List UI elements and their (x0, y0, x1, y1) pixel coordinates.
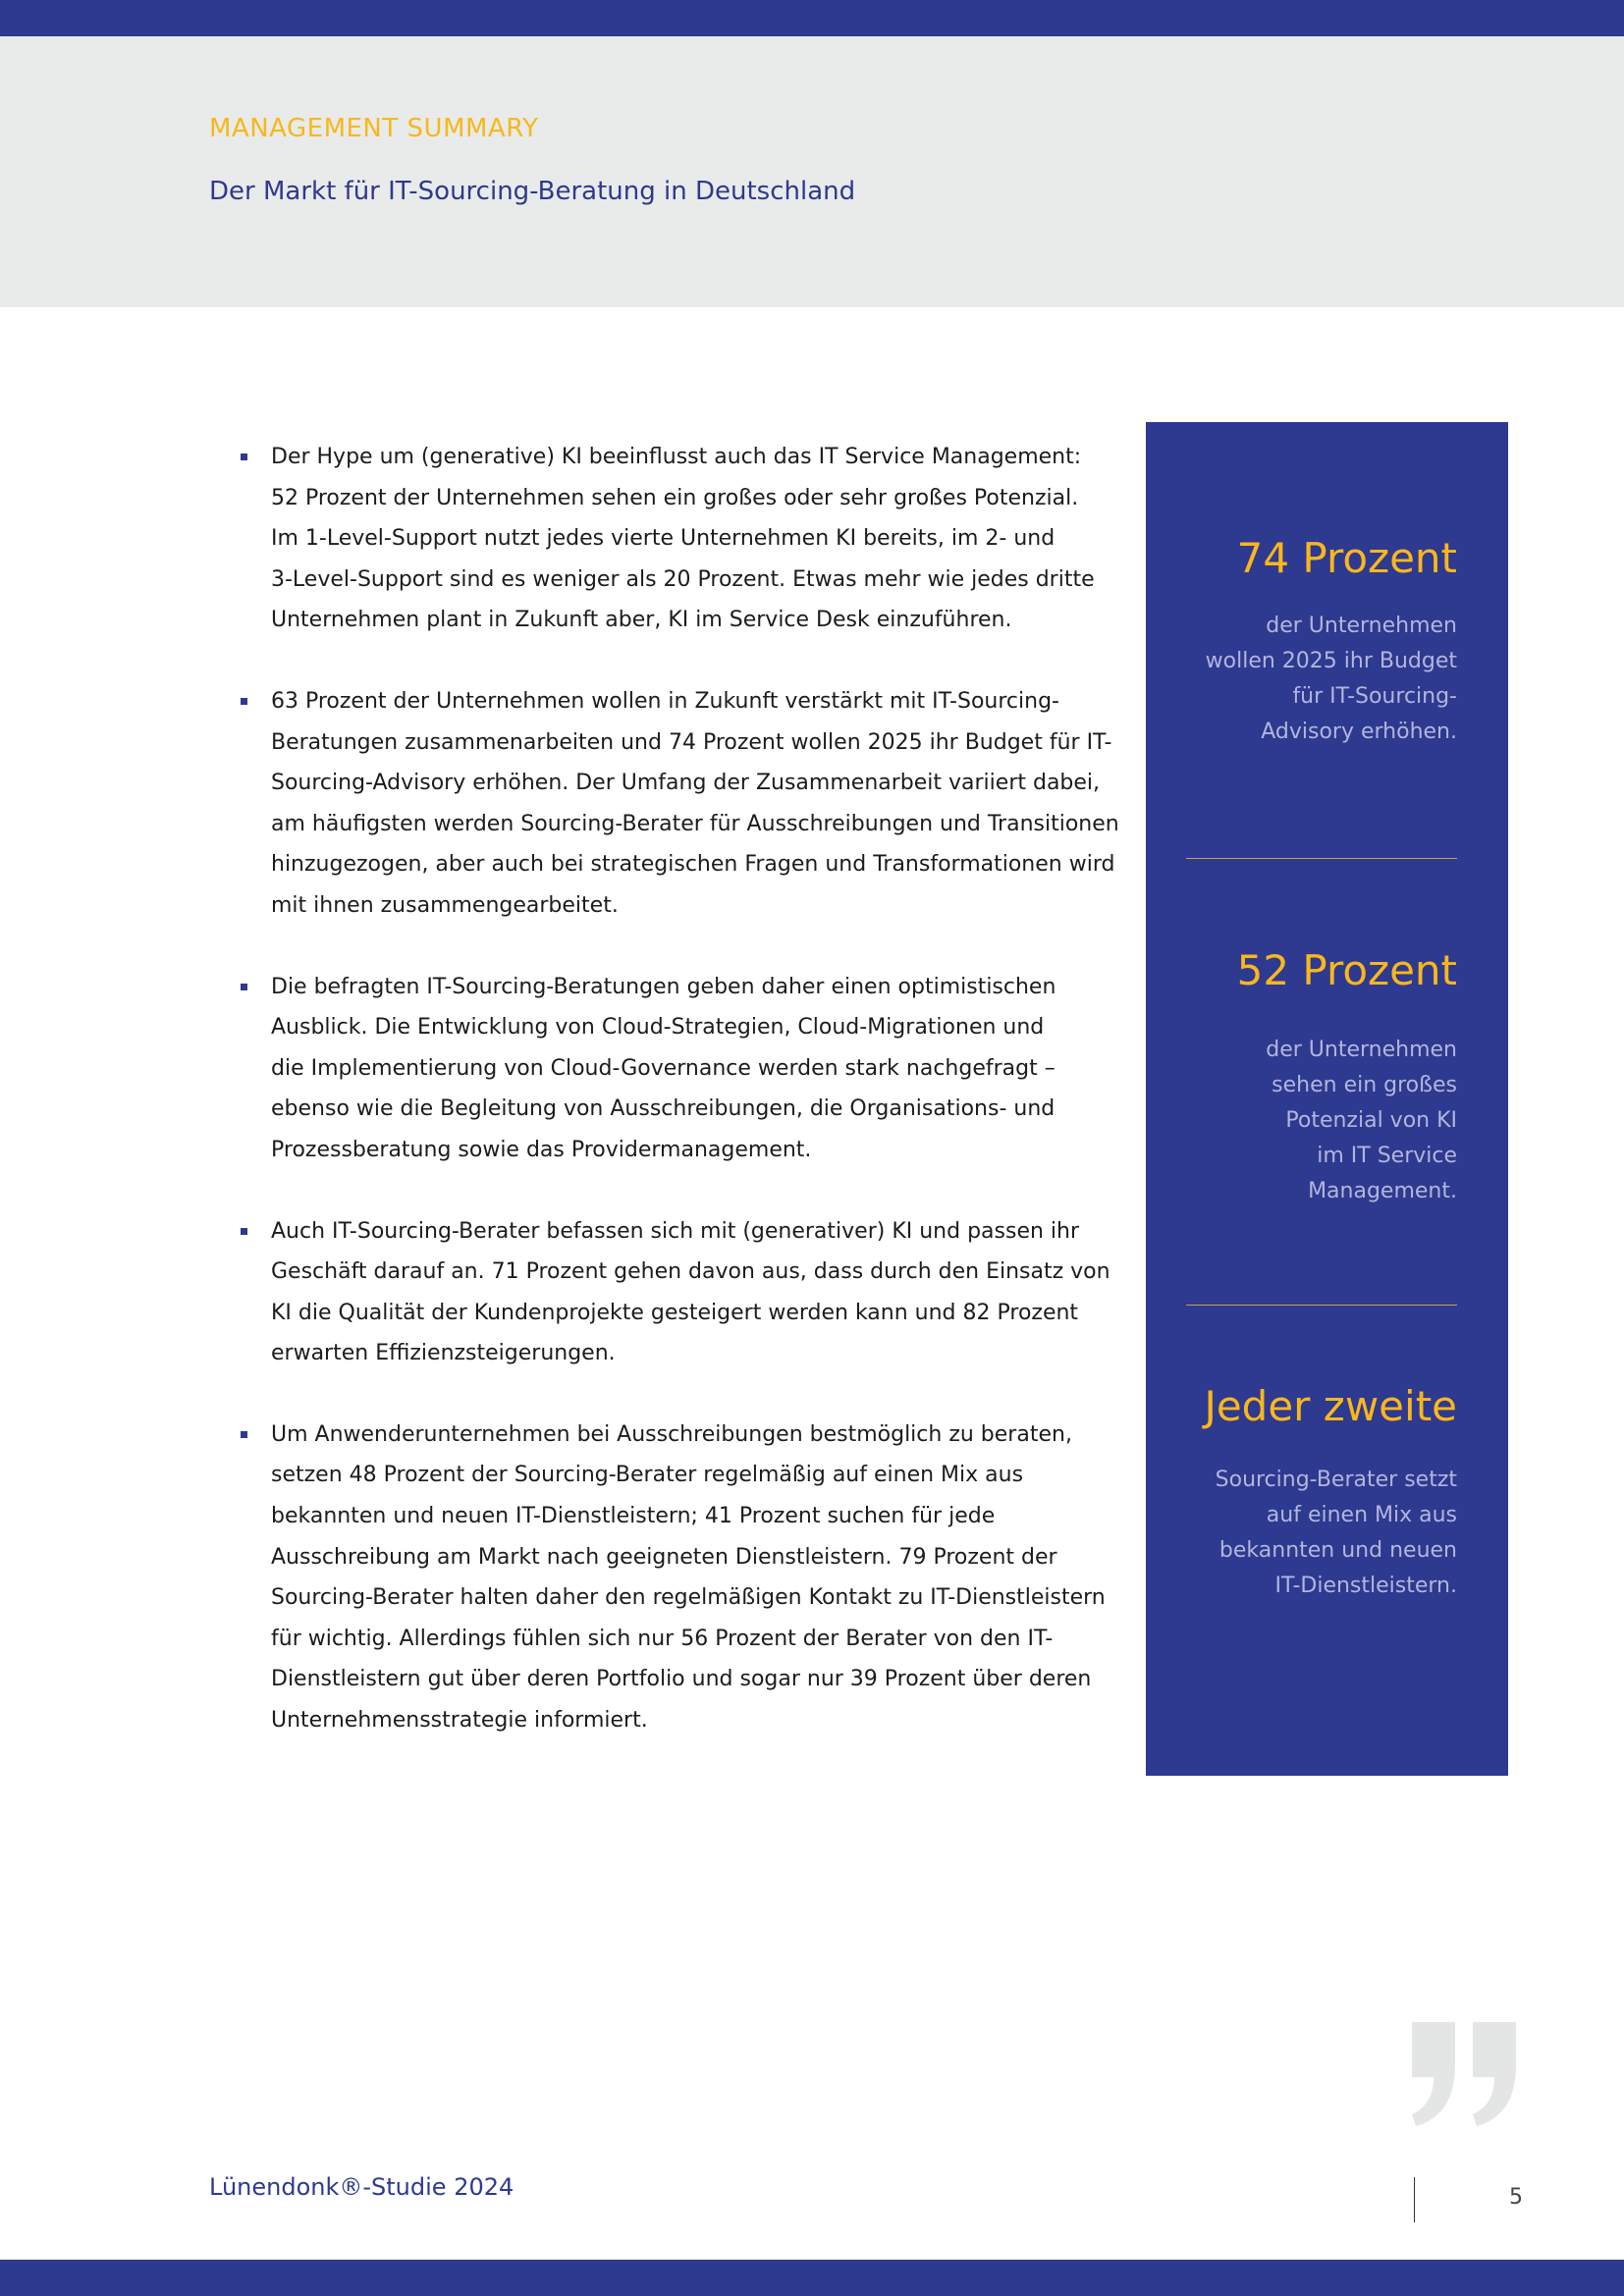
stat-divider (1186, 1305, 1457, 1306)
stat-value-budget: 74 Prozent (1236, 534, 1457, 582)
bullet-line: 52 Prozent der Unternehmen sehen ein großes oder sehr großes Potenzial. (271, 485, 1079, 510)
summary-bullet-1 (239, 437, 1103, 641)
bullet-line: Dienstleistern gut über deren Portfolio und sogar nur 39 Prozent über deren (271, 1667, 1092, 1692)
stat-value-ki-potential: 52 Prozent (1236, 946, 1457, 994)
summary-bullet-2 (239, 681, 1119, 927)
stat-line: Management. (1308, 1179, 1457, 1203)
stat-line: der Unternehmen (1266, 614, 1457, 638)
bullet-line: Sourcing-Berater halten daher den regelmäßigen Kontakt zu IT-Dienstleistern (271, 1585, 1106, 1611)
page-title: Der Markt für IT-Sourcing-Beratung in Deutschland (209, 177, 856, 206)
page-header (0, 36, 1624, 307)
bullet-line: Unternehmensstrategie informiert. (271, 1708, 648, 1734)
square-bullet-icon (241, 1228, 247, 1235)
footer-divider (1414, 2177, 1415, 2222)
bottom-accent-bar (0, 2260, 1624, 2296)
stat-line: bekannten und neuen (1218, 1538, 1457, 1563)
top-accent-bar (0, 0, 1624, 36)
summary-bullet-3 (239, 967, 1103, 1171)
key-figures-sidebar (1146, 422, 1508, 1776)
square-bullet-icon (241, 1431, 247, 1438)
bullet-line: Unternehmen plant in Zukunft aber, KI im Service Desk einzuführen. (271, 608, 1012, 633)
stat-line: für IT-Sourcing- (1292, 684, 1457, 709)
closing-quote-icon (1410, 2020, 1524, 2128)
bullet-line: Ausblick. Die Entwicklung von Cloud-Strategien, Cloud-Migrationen und (271, 1015, 1045, 1041)
bullet-line: ebenso wie die Begleitung von Ausschreibungen, die Organisations- und (271, 1096, 1056, 1122)
stat-line: IT-Dienstleistern. (1274, 1574, 1457, 1598)
bullet-line: Beratungen zusammenarbeiten und 74 Prozent wollen 2025 ihr Budget für IT- (271, 729, 1112, 755)
stat-line: auf einen Mix aus (1266, 1503, 1457, 1527)
bullet-line: Ausschreibung am Markt nach geeigneten Dienstleistern. 79 Prozent der (271, 1544, 1057, 1570)
page-number: 5 (1509, 2185, 1523, 2210)
stat-line: Advisory erhöhen. (1261, 720, 1457, 744)
bullet-line: Prozessberatung sowie das Providermanagement. (271, 1137, 812, 1162)
stat-line: sehen ein großes (1272, 1073, 1457, 1097)
bullet-line: am häufigsten werden Sourcing-Berater für Ausschreibungen und Transitionen (271, 811, 1119, 836)
bullet-line: KI die Qualität der Kundenprojekte gesteigert werden kann und 82 Prozent (271, 1300, 1079, 1325)
bullet-line: Die befragten IT-Sourcing-Beratungen geben daher einen optimistischen (271, 974, 1056, 999)
square-bullet-icon (241, 454, 247, 460)
square-bullet-icon (241, 698, 247, 705)
footer-brand: Lünendonk®-Studie 2024 (209, 2173, 514, 2201)
square-bullet-icon (241, 984, 247, 990)
bullet-line: Sourcing-Advisory erhöhen. Der Umfang der Zusammenarbeit variiert dabei, (271, 771, 1101, 796)
stat-line: Sourcing-Berater setzt (1215, 1468, 1457, 1492)
bullet-line: bekannten und neuen IT-Dienstleistern; 41 Prozent suchen für jede (271, 1504, 996, 1529)
stat-value-mix: Jeder zweite (1204, 1382, 1457, 1430)
stat-description-budget (1206, 609, 1457, 750)
stat-divider (1186, 858, 1457, 859)
stat-line: der Unternehmen (1266, 1038, 1457, 1062)
bullet-line: hinzugezogen, aber auch bei strategischen Fragen und Transformationen wird (271, 852, 1115, 878)
bullet-line: Der Hype um (generative) KI beeinflusst auch das IT Service Management: (271, 445, 1082, 469)
stat-line: Potenzial von KI (1285, 1108, 1457, 1133)
summary-bullet-5 (239, 1415, 1106, 1741)
section-label: MANAGEMENT SUMMARY (209, 114, 539, 143)
stat-line: im IT Service (1317, 1144, 1457, 1168)
summary-bullet-4 (239, 1211, 1110, 1374)
stat-description-mix (1216, 1463, 1457, 1604)
bullet-line: mit ihnen zusammengearbeitet. (271, 892, 619, 918)
bullet-line: Auch IT-Sourcing-Berater befassen sich mit (generativer) KI und passen ihr (271, 1218, 1080, 1244)
bullet-line: für wichtig. Allerdings fühlen sich nur 56 Prozent der Berater von den IT- (271, 1626, 1054, 1651)
bullet-line: erwarten Effizienzsteigerungen. (271, 1341, 616, 1366)
bullet-line: Geschäft darauf an. 71 Prozent gehen davon aus, dass durch den Einsatz von (271, 1259, 1110, 1285)
bullet-line: 63 Prozent der Unternehmen wollen in Zukunft verstärkt mit IT-Sourcing- (271, 688, 1059, 714)
bullet-line: die Implementierung von Cloud-Governance werden stark nachgefragt – (271, 1055, 1056, 1081)
stat-description-ki-potential (1266, 1033, 1457, 1209)
bullet-line: setzen 48 Prozent der Sourcing-Berater regelmäßig auf einen Mix aus (271, 1463, 1024, 1488)
stat-line: wollen 2025 ihr Budget (1205, 649, 1457, 673)
bullet-line: Um Anwenderunternehmen bei Ausschreibungen bestmöglich zu beraten, (271, 1421, 1072, 1447)
summary-bullet-list (239, 437, 1119, 1782)
bullet-line: 3-Level-Support sind es weniger als 20 Prozent. Etwas mehr wie jedes dritte (271, 566, 1095, 592)
bullet-line: Im 1-Level-Support nutzt jedes vierte Unternehmen KI bereits, im 2- und (271, 526, 1056, 552)
